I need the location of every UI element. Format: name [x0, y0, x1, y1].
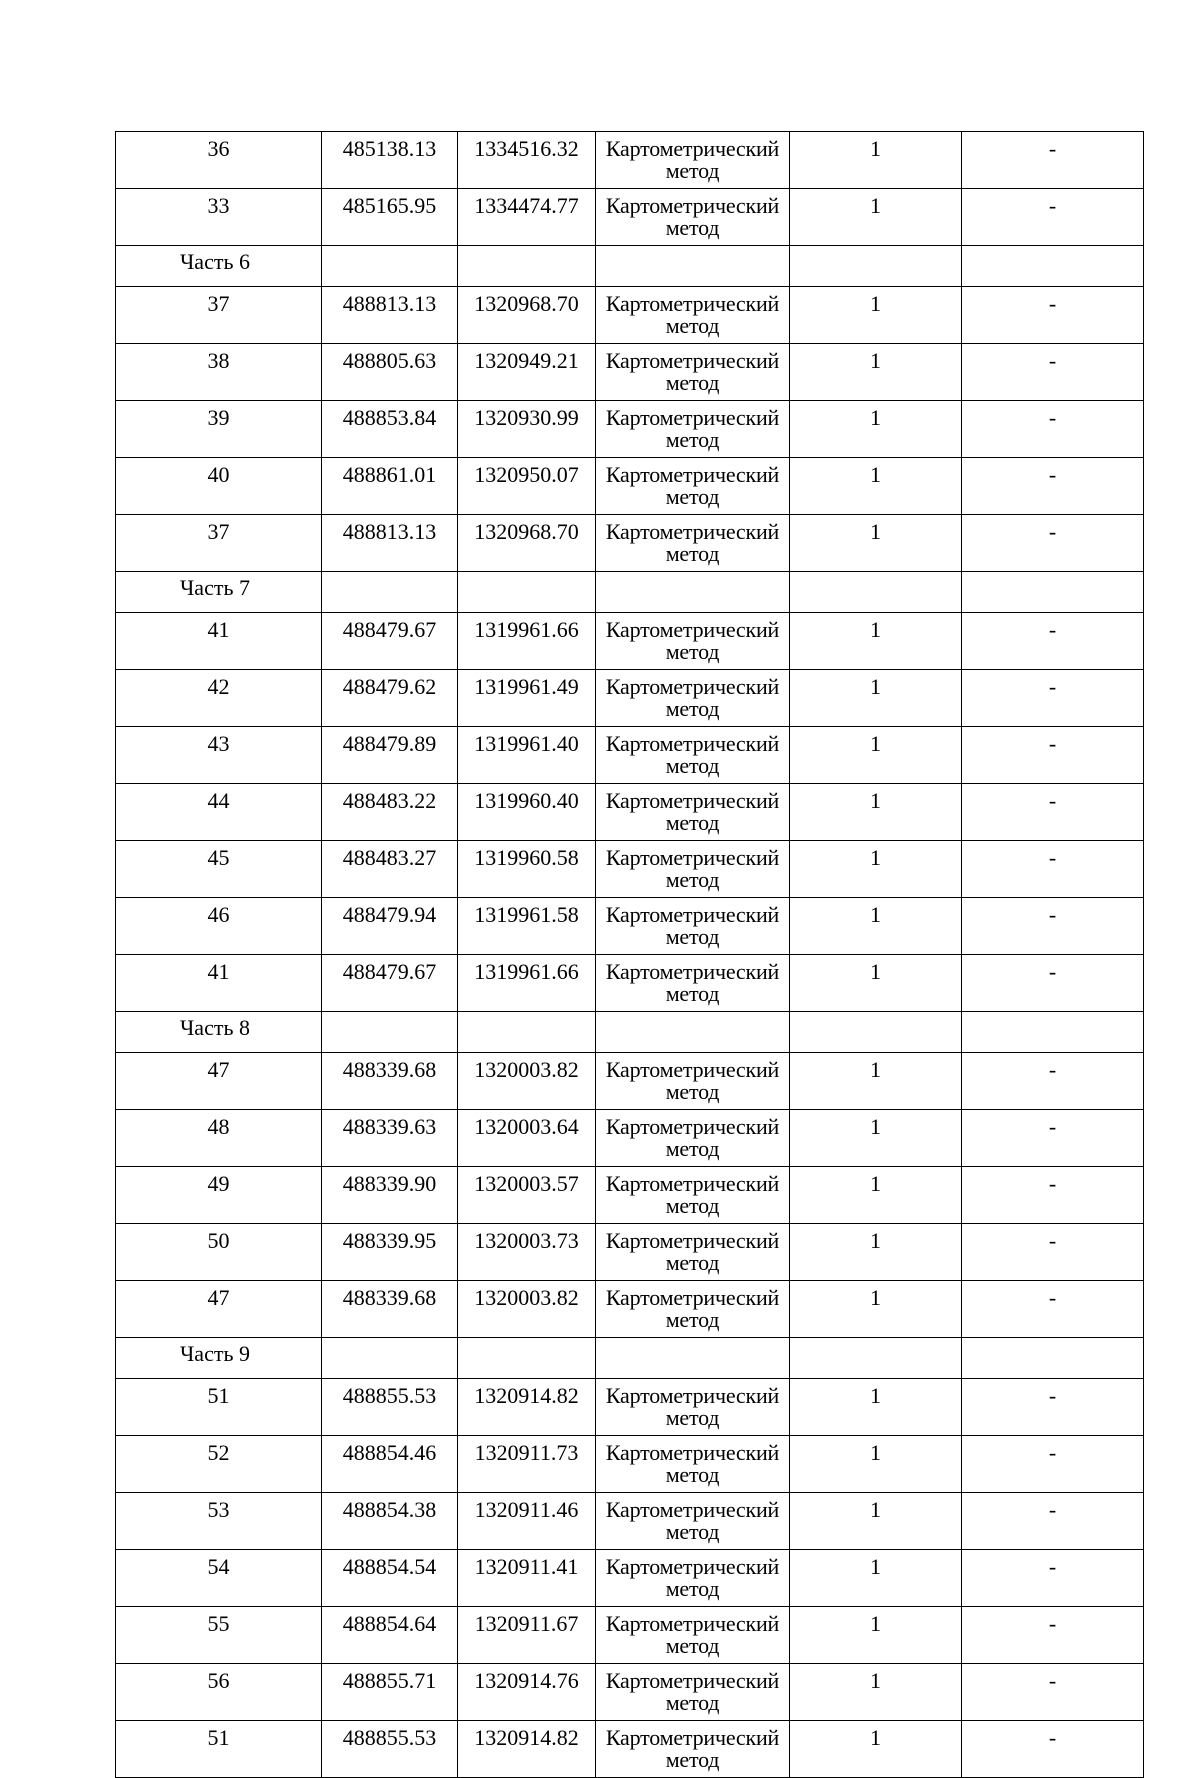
method-line-2: метод: [665, 924, 720, 949]
table-row: [116, 132, 1144, 189]
description-cell: -: [962, 1167, 1144, 1224]
method-cell: [596, 1607, 790, 1664]
method-cell: [596, 1053, 790, 1110]
method-cell: [596, 1110, 790, 1167]
accuracy-cell: 1: [790, 1664, 962, 1721]
method-line-2: метод: [665, 1136, 720, 1161]
method-line-2: метод: [665, 1747, 720, 1772]
accuracy-cell: 1: [790, 727, 962, 784]
point-number-cell: 53: [116, 1493, 322, 1550]
x-coordinate-cell: 488853.84: [322, 401, 458, 458]
table-row: [116, 401, 1144, 458]
method-line-2: метод: [665, 541, 720, 566]
y-coordinate-cell: 1320911.46: [458, 1493, 596, 1550]
method-line-1: Картометрический: [605, 291, 780, 316]
method-cell: [596, 898, 790, 955]
y-coordinate-cell: 1320003.64: [458, 1110, 596, 1167]
empty-cell: [790, 1012, 962, 1053]
accuracy-cell: 1: [790, 132, 962, 189]
table-row: [116, 784, 1144, 841]
method-line-1: Картометрический: [605, 519, 780, 544]
accuracy-cell: 1: [790, 784, 962, 841]
table-row: [116, 841, 1144, 898]
description-cell: -: [962, 1493, 1144, 1550]
description-cell: -: [962, 784, 1144, 841]
method-line-2: метод: [665, 810, 720, 835]
x-coordinate-cell: 488479.62: [322, 670, 458, 727]
accuracy-cell: 1: [790, 287, 962, 344]
y-coordinate-cell: 1320968.70: [458, 515, 596, 572]
empty-cell: [596, 246, 790, 287]
method-line-1: Картометрический: [605, 902, 780, 927]
accuracy-cell: 1: [790, 344, 962, 401]
x-coordinate-cell: 488855.53: [322, 1721, 458, 1778]
point-number-cell: 49: [116, 1167, 322, 1224]
description-cell: -: [962, 1721, 1144, 1778]
method-cell: [596, 287, 790, 344]
point-number-cell: 51: [116, 1721, 322, 1778]
x-coordinate-cell: 485165.95: [322, 189, 458, 246]
empty-cell: [322, 1338, 458, 1379]
method-cell: [596, 727, 790, 784]
method-line-2: метод: [665, 1307, 720, 1332]
description-cell: -: [962, 1550, 1144, 1607]
method-cell: [596, 670, 790, 727]
point-number-cell: 56: [116, 1664, 322, 1721]
y-coordinate-cell: 1320911.41: [458, 1550, 596, 1607]
method-line-2: метод: [665, 1519, 720, 1544]
method-line-1: Картометрический: [605, 845, 780, 870]
description-cell: -: [962, 898, 1144, 955]
point-number-cell: 36: [116, 132, 322, 189]
table-row: [116, 1224, 1144, 1281]
method-line-1: Картометрический: [605, 405, 780, 430]
x-coordinate-cell: 488339.63: [322, 1110, 458, 1167]
method-line-1: Картометрический: [605, 1114, 780, 1139]
x-coordinate-cell: 488339.90: [322, 1167, 458, 1224]
accuracy-cell: 1: [790, 1167, 962, 1224]
x-coordinate-cell: 488813.13: [322, 515, 458, 572]
part-header-row: [116, 572, 1144, 613]
method-line-1: Картометрический: [605, 1440, 780, 1465]
point-number-cell: 54: [116, 1550, 322, 1607]
description-cell: -: [962, 132, 1144, 189]
point-number-cell: 40: [116, 458, 322, 515]
part-label: Часть 8: [116, 1012, 322, 1053]
x-coordinate-cell: 488813.13: [322, 287, 458, 344]
method-line-2: метод: [665, 427, 720, 452]
method-line-1: Картометрический: [605, 348, 780, 373]
point-number-cell: 52: [116, 1436, 322, 1493]
part-label: Часть 9: [116, 1338, 322, 1379]
x-coordinate-cell: 488479.67: [322, 613, 458, 670]
method-cell: [596, 1664, 790, 1721]
part-label: Часть 6: [116, 246, 322, 287]
table-row: [116, 344, 1144, 401]
part-header-row: [116, 1012, 1144, 1053]
x-coordinate-cell: 488483.22: [322, 784, 458, 841]
point-number-cell: 50: [116, 1224, 322, 1281]
accuracy-cell: 1: [790, 1379, 962, 1436]
method-cell: [596, 1379, 790, 1436]
y-coordinate-cell: 1320003.82: [458, 1281, 596, 1338]
table-row: [116, 727, 1144, 784]
accuracy-cell: 1: [790, 955, 962, 1012]
empty-cell: [458, 246, 596, 287]
method-line-1: Картометрический: [605, 1497, 780, 1522]
point-number-cell: 51: [116, 1379, 322, 1436]
empty-cell: [596, 1012, 790, 1053]
method-line-1: Картометрический: [605, 731, 780, 756]
table-row: [116, 189, 1144, 246]
table-row: [116, 670, 1144, 727]
method-cell: [596, 841, 790, 898]
accuracy-cell: 1: [790, 613, 962, 670]
empty-cell: [322, 572, 458, 613]
y-coordinate-cell: 1319960.58: [458, 841, 596, 898]
point-number-cell: 37: [116, 287, 322, 344]
point-number-cell: 55: [116, 1607, 322, 1664]
point-number-cell: 45: [116, 841, 322, 898]
method-line-1: Картометрический: [605, 959, 780, 984]
table-row: [116, 1167, 1144, 1224]
y-coordinate-cell: 1319961.66: [458, 613, 596, 670]
method-cell: [596, 1550, 790, 1607]
point-number-cell: 37: [116, 515, 322, 572]
point-number-cell: 38: [116, 344, 322, 401]
table-row: [116, 287, 1144, 344]
method-line-2: метод: [665, 867, 720, 892]
empty-cell: [790, 1338, 962, 1379]
accuracy-cell: 1: [790, 898, 962, 955]
table-row: [116, 515, 1144, 572]
accuracy-cell: 1: [790, 1110, 962, 1167]
description-cell: -: [962, 613, 1144, 670]
method-line-1: Картометрический: [605, 1611, 780, 1636]
accuracy-cell: 1: [790, 1607, 962, 1664]
table-row: [116, 1379, 1144, 1436]
accuracy-cell: 1: [790, 515, 962, 572]
y-coordinate-cell: 1320911.73: [458, 1436, 596, 1493]
method-cell: [596, 613, 790, 670]
y-coordinate-cell: 1320003.73: [458, 1224, 596, 1281]
method-line-2: метод: [665, 1193, 720, 1218]
accuracy-cell: 1: [790, 401, 962, 458]
description-cell: -: [962, 458, 1144, 515]
empty-cell: [962, 246, 1144, 287]
y-coordinate-cell: 1320968.70: [458, 287, 596, 344]
method-line-2: метод: [665, 1405, 720, 1430]
point-number-cell: 41: [116, 955, 322, 1012]
description-cell: -: [962, 515, 1144, 572]
method-line-1: Картометрический: [605, 1057, 780, 1082]
method-cell: [596, 784, 790, 841]
accuracy-cell: 1: [790, 841, 962, 898]
method-line-2: метод: [665, 484, 720, 509]
method-cell: [596, 1224, 790, 1281]
method-line-2: метод: [665, 1576, 720, 1601]
description-cell: -: [962, 189, 1144, 246]
point-number-cell: 43: [116, 727, 322, 784]
method-cell: [596, 515, 790, 572]
y-coordinate-cell: 1319961.58: [458, 898, 596, 955]
method-line-2: метод: [665, 1079, 720, 1104]
y-coordinate-cell: 1319961.40: [458, 727, 596, 784]
method-line-1: Картометрический: [605, 136, 780, 161]
y-coordinate-cell: 1320911.67: [458, 1607, 596, 1664]
method-line-1: Картометрический: [605, 788, 780, 813]
method-line-1: Картометрический: [605, 193, 780, 218]
x-coordinate-cell: 488479.94: [322, 898, 458, 955]
accuracy-cell: 1: [790, 189, 962, 246]
method-line-2: метод: [665, 158, 720, 183]
method-line-2: метод: [665, 370, 720, 395]
empty-cell: [962, 572, 1144, 613]
method-line-1: Картометрический: [605, 1554, 780, 1579]
method-cell: [596, 401, 790, 458]
table-row: [116, 458, 1144, 515]
x-coordinate-cell: 488854.64: [322, 1607, 458, 1664]
empty-cell: [458, 1012, 596, 1053]
method-cell: [596, 344, 790, 401]
y-coordinate-cell: 1320914.82: [458, 1721, 596, 1778]
method-line-2: метод: [665, 696, 720, 721]
method-cell: [596, 189, 790, 246]
method-cell: [596, 1436, 790, 1493]
method-cell: [596, 1493, 790, 1550]
empty-cell: [458, 1338, 596, 1379]
empty-cell: [790, 572, 962, 613]
description-cell: -: [962, 1607, 1144, 1664]
method-line-1: Картометрический: [605, 1383, 780, 1408]
point-number-cell: 44: [116, 784, 322, 841]
part-header-row: [116, 1338, 1144, 1379]
empty-cell: [596, 1338, 790, 1379]
method-line-2: метод: [665, 1250, 720, 1275]
x-coordinate-cell: 488479.67: [322, 955, 458, 1012]
y-coordinate-cell: 1319961.66: [458, 955, 596, 1012]
empty-cell: [322, 246, 458, 287]
point-number-cell: 33: [116, 189, 322, 246]
method-line-1: Картометрический: [605, 1285, 780, 1310]
table-row: [116, 1493, 1144, 1550]
method-line-2: метод: [665, 753, 720, 778]
method-line-1: Картометрический: [605, 1228, 780, 1253]
y-coordinate-cell: 1319960.40: [458, 784, 596, 841]
method-line-1: Картометрический: [605, 617, 780, 642]
table-row: [116, 955, 1144, 1012]
description-cell: -: [962, 841, 1144, 898]
table-row: [116, 898, 1144, 955]
y-coordinate-cell: 1320914.82: [458, 1379, 596, 1436]
y-coordinate-cell: 1320930.99: [458, 401, 596, 458]
description-cell: -: [962, 1664, 1144, 1721]
point-number-cell: 41: [116, 613, 322, 670]
table-row: [116, 1664, 1144, 1721]
method-line-1: Картометрический: [605, 462, 780, 487]
x-coordinate-cell: 488854.38: [322, 1493, 458, 1550]
coordinates-table-body: [116, 132, 1144, 1778]
description-cell: -: [962, 1224, 1144, 1281]
accuracy-cell: 1: [790, 670, 962, 727]
method-line-2: метод: [665, 215, 720, 240]
y-coordinate-cell: 1320950.07: [458, 458, 596, 515]
method-line-2: метод: [665, 1633, 720, 1658]
method-cell: [596, 132, 790, 189]
description-cell: -: [962, 670, 1144, 727]
x-coordinate-cell: 488805.63: [322, 344, 458, 401]
description-cell: -: [962, 344, 1144, 401]
x-coordinate-cell: 488861.01: [322, 458, 458, 515]
table-row: [116, 1110, 1144, 1167]
method-line-2: метод: [665, 981, 720, 1006]
method-line-2: метод: [665, 1690, 720, 1715]
description-cell: -: [962, 401, 1144, 458]
y-coordinate-cell: 1320003.57: [458, 1167, 596, 1224]
table-row: [116, 1281, 1144, 1338]
description-cell: -: [962, 727, 1144, 784]
method-line-1: Картометрический: [605, 1668, 780, 1693]
method-line-2: метод: [665, 1462, 720, 1487]
part-label: Часть 7: [116, 572, 322, 613]
description-cell: -: [962, 1379, 1144, 1436]
y-coordinate-cell: 1319961.49: [458, 670, 596, 727]
accuracy-cell: 1: [790, 1493, 962, 1550]
x-coordinate-cell: 488855.71: [322, 1664, 458, 1721]
table-row: [116, 1436, 1144, 1493]
accuracy-cell: 1: [790, 458, 962, 515]
point-number-cell: 46: [116, 898, 322, 955]
method-cell: [596, 1721, 790, 1778]
table-row: [116, 613, 1144, 670]
part-header-row: [116, 246, 1144, 287]
point-number-cell: 42: [116, 670, 322, 727]
method-cell: [596, 458, 790, 515]
x-coordinate-cell: 488339.68: [322, 1281, 458, 1338]
y-coordinate-cell: 1334516.32: [458, 132, 596, 189]
x-coordinate-cell: 485138.13: [322, 132, 458, 189]
accuracy-cell: 1: [790, 1550, 962, 1607]
table-row: [116, 1550, 1144, 1607]
description-cell: -: [962, 1053, 1144, 1110]
empty-cell: [322, 1012, 458, 1053]
y-coordinate-cell: 1320003.82: [458, 1053, 596, 1110]
empty-cell: [962, 1338, 1144, 1379]
accuracy-cell: 1: [790, 1281, 962, 1338]
accuracy-cell: 1: [790, 1053, 962, 1110]
x-coordinate-cell: 488339.95: [322, 1224, 458, 1281]
accuracy-cell: 1: [790, 1224, 962, 1281]
x-coordinate-cell: 488479.89: [322, 727, 458, 784]
y-coordinate-cell: 1320949.21: [458, 344, 596, 401]
y-coordinate-cell: 1334474.77: [458, 189, 596, 246]
method-cell: [596, 955, 790, 1012]
method-line-1: Картометрический: [605, 674, 780, 699]
accuracy-cell: 1: [790, 1436, 962, 1493]
description-cell: -: [962, 955, 1144, 1012]
method-line-2: метод: [665, 639, 720, 664]
table-row: [116, 1607, 1144, 1664]
method-cell: [596, 1167, 790, 1224]
empty-cell: [596, 572, 790, 613]
coordinates-table: [115, 131, 1144, 1778]
method-line-1: Картометрический: [605, 1725, 780, 1750]
accuracy-cell: 1: [790, 1721, 962, 1778]
method-line-1: Картометрический: [605, 1171, 780, 1196]
description-cell: -: [962, 1436, 1144, 1493]
table-row: [116, 1721, 1144, 1778]
x-coordinate-cell: 488855.53: [322, 1379, 458, 1436]
point-number-cell: 48: [116, 1110, 322, 1167]
table-row: [116, 1053, 1144, 1110]
point-number-cell: 39: [116, 401, 322, 458]
x-coordinate-cell: 488339.68: [322, 1053, 458, 1110]
description-cell: -: [962, 1110, 1144, 1167]
empty-cell: [962, 1012, 1144, 1053]
method-line-2: метод: [665, 313, 720, 338]
description-cell: -: [962, 287, 1144, 344]
empty-cell: [458, 572, 596, 613]
empty-cell: [790, 246, 962, 287]
x-coordinate-cell: 488854.54: [322, 1550, 458, 1607]
method-cell: [596, 1281, 790, 1338]
x-coordinate-cell: 488854.46: [322, 1436, 458, 1493]
point-number-cell: 47: [116, 1053, 322, 1110]
description-cell: -: [962, 1281, 1144, 1338]
y-coordinate-cell: 1320914.76: [458, 1664, 596, 1721]
x-coordinate-cell: 488483.27: [322, 841, 458, 898]
point-number-cell: 47: [116, 1281, 322, 1338]
